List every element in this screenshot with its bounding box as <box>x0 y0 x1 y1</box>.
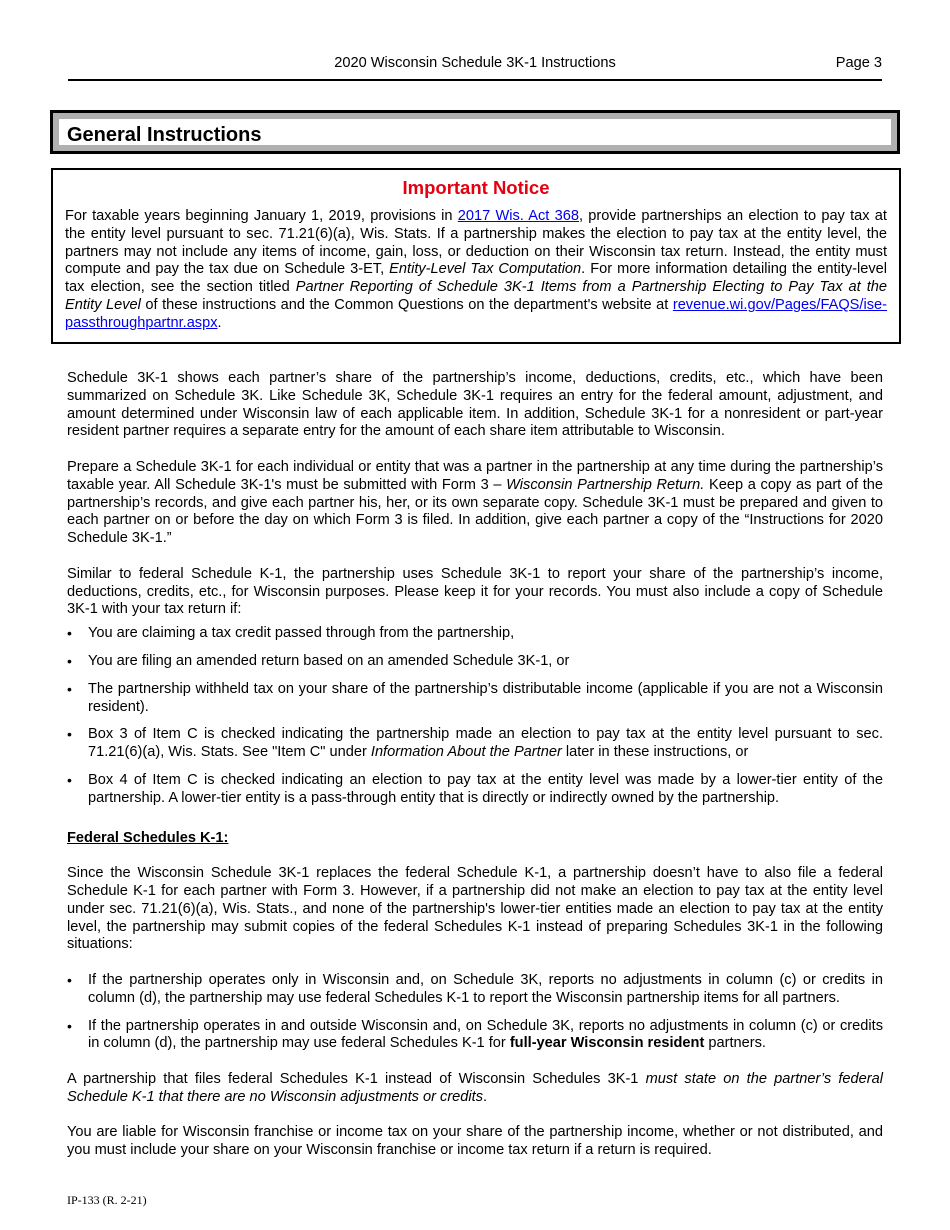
paragraph-text: A partnership that files federal Schedules K-1 instead of Wisconsin Schedules 3K-1 <box>67 1070 646 1087</box>
act-368-link[interactable]: 2017 Wis. Act 368 <box>457 208 579 224</box>
bullet-list <box>67 972 883 1053</box>
section-title: General Instructions <box>67 124 262 146</box>
instructions-body <box>67 370 883 1178</box>
section-title-box <box>50 110 900 154</box>
form-title: Wisconsin Partnership Return. <box>506 476 705 493</box>
bullet-icon: • <box>67 680 72 697</box>
paragraph: Since the Wisconsin Schedule 3K-1 replaces the federal Schedule K-1, a partnership doesn’t have to also file a federal Schedule K-1 for each partner with Form 3. However, if a partnership did not make an election to pay tax at the entity level under sec. 71.21(6)(a), Wis. Stats., and none of the partnership's lower-tier entities made an election to pay tax at the entity level, the partnership may submit copies of the federal Schedules K-1 instead of preparing Schedules 3K-1 in the following situations: <box>67 865 883 953</box>
list-item-text: If the partnership operates in and outside Wisconsin and, on Schedule 3K, reports no adjustments in column (c) or credits in column (d), the partnership may use federal Schedules K-1 for <box>88 1017 883 1052</box>
bullet-icon: • <box>67 971 72 988</box>
paragraph: Similar to federal Schedule K-1, the partnership uses Schedule 3K-1 to report your share of the partnership’s income, deductions, credits, etc., for Wisconsin purposes. Please keep it for your records. You must also include a copy of Schedule 3K-1 with your tax return if: <box>67 565 883 618</box>
bullet-icon: • <box>67 771 72 788</box>
bullet-icon: • <box>67 625 72 642</box>
paragraph <box>67 459 883 548</box>
list-item-text: If the partnership operates only in Wisconsin and, on Schedule 3K, reports no adjustments in column (c) or credits in column (d), the partnership may use federal Schedules K-1 to report the Wisconsin partnership items for all partners. <box>88 971 883 1006</box>
notice-text-1: For taxable years beginning January 1, 2019, provisions in <box>65 208 458 224</box>
bullet-icon: • <box>67 1017 72 1034</box>
list-item <box>67 681 883 717</box>
page-header <box>68 55 882 81</box>
notice-section-title: Partner Reporting of Schedule 3K-1 Items from a Partnership Electing to Pay Tax at the Entity Level <box>65 279 887 313</box>
list-item <box>67 653 883 671</box>
notice-heading: Important Notice <box>402 177 550 198</box>
list-item <box>67 772 883 808</box>
notice-text-2: , provide partnerships an election to pay tax at the entity level pursuant to sec. 71.21(6)(a), Wis. Stats. If a partnership makes the election to pay tax at the entity level, the partners may not include any items of income, gain, loss, or deduction on their Wisconsin tax return. Instead, the entity must compute and pay the tax due on Schedule 3-ET, <box>65 208 887 278</box>
faq-link[interactable]: revenue.wi.gov/Pages/FAQS/ise-passthroughpartnr.aspx <box>65 296 887 331</box>
page-number: Page 3 <box>835 55 882 71</box>
paragraph-text: . <box>483 1088 488 1105</box>
important-notice-box <box>51 168 901 344</box>
notice-form-title: Entity-Level Tax Computation <box>389 261 582 278</box>
emphasis: must state on the partner’s federal Schedule K-1 that there are no Wisconsin adjustments or credits <box>67 1070 883 1105</box>
section-reference: Information About the Partner <box>370 744 562 761</box>
form-revision-code: IP-133 (R. 2-21) <box>67 1193 147 1207</box>
subheading-federal-schedules: Federal Schedules K-1: <box>67 829 229 846</box>
list-item-text: Box 3 of Item C is checked indicating the partnership made an election to pay tax at the entity level pursuant to sec. 71.21(6)(a), Wis. Stats. See "Item C" under <box>88 726 883 761</box>
list-item <box>67 625 883 643</box>
bullet-icon: • <box>67 652 72 669</box>
header-title: 2020 Wisconsin Schedule 3K-1 Instructions <box>334 55 616 71</box>
emphasis: full-year Wisconsin resident <box>509 1035 705 1052</box>
list-item-text: The partnership withheld tax on your share of the partnership’s distributable income (applicable if you are not a Wisconsin resident). <box>88 680 883 715</box>
paragraph <box>67 1071 883 1107</box>
list-item-text: later in these instructions, or <box>561 744 749 761</box>
paragraph: Schedule 3K-1 shows each partner’s share of the partnership’s income, deductions, credits, etc., which have been summarized on Schedule 3K. Like Schedule 3K, Schedule 3K-1 requires an entry for the federal amount, adjustment, and amount determined under Wisconsin law of each applicable item. In addition, Schedule 3K-1 for a nonresident or part-year resident partner requires a separate entry for the amount of each share item attributable to Wisconsin. <box>67 370 883 440</box>
paragraph: You are liable for Wisconsin franchise or income tax on your share of the partnership income, whether or not distributed, and you must include your share on your Wisconsin franchise or income tax return if a return is required. <box>67 1124 883 1159</box>
list-item <box>67 1018 883 1054</box>
list-item-text: partners. <box>704 1035 766 1052</box>
paragraph-text: Keep a copy as part of the partnership’s records, and give each partner his, her, or its own separate copy. Schedule 3K-1 must be prepared and given to each partner on or before the day on which Form 3 is filed. In addition, give each partner a copy of the “Instructions for 2020 Schedule 3K-1.” <box>67 476 884 547</box>
paragraph-text: Prepare a Schedule 3K-1 for each individual or entity that was a partner in the partnership at any time during the partnership’s taxable year. All Schedule 3K-1's must be submitted with Form 3 – <box>67 458 883 493</box>
list-item <box>67 972 883 1008</box>
notice-text <box>65 208 887 333</box>
list-item-text: Box 4 of Item C is checked indicating an election to pay tax at the entity level was made by a lower-tier entity of the partnership. A lower-tier entity is a pass-through entity that is directly or indirectly owned by the partnership. <box>88 771 883 806</box>
notice-text-3: . For more information detailing the entity-level tax election, see the section titled <box>65 261 887 296</box>
bullet-icon: • <box>67 726 72 743</box>
list-item-text: You are claiming a tax credit passed through from the partnership, <box>88 625 515 642</box>
notice-text-5: . <box>217 314 222 331</box>
list-item <box>67 726 883 762</box>
notice-text-4: of these instructions and the Common Questions on the department's website at <box>140 296 673 313</box>
list-item-text: You are filing an amended return based on an amended Schedule 3K-1, or <box>88 652 570 669</box>
bullet-list <box>67 625 883 807</box>
